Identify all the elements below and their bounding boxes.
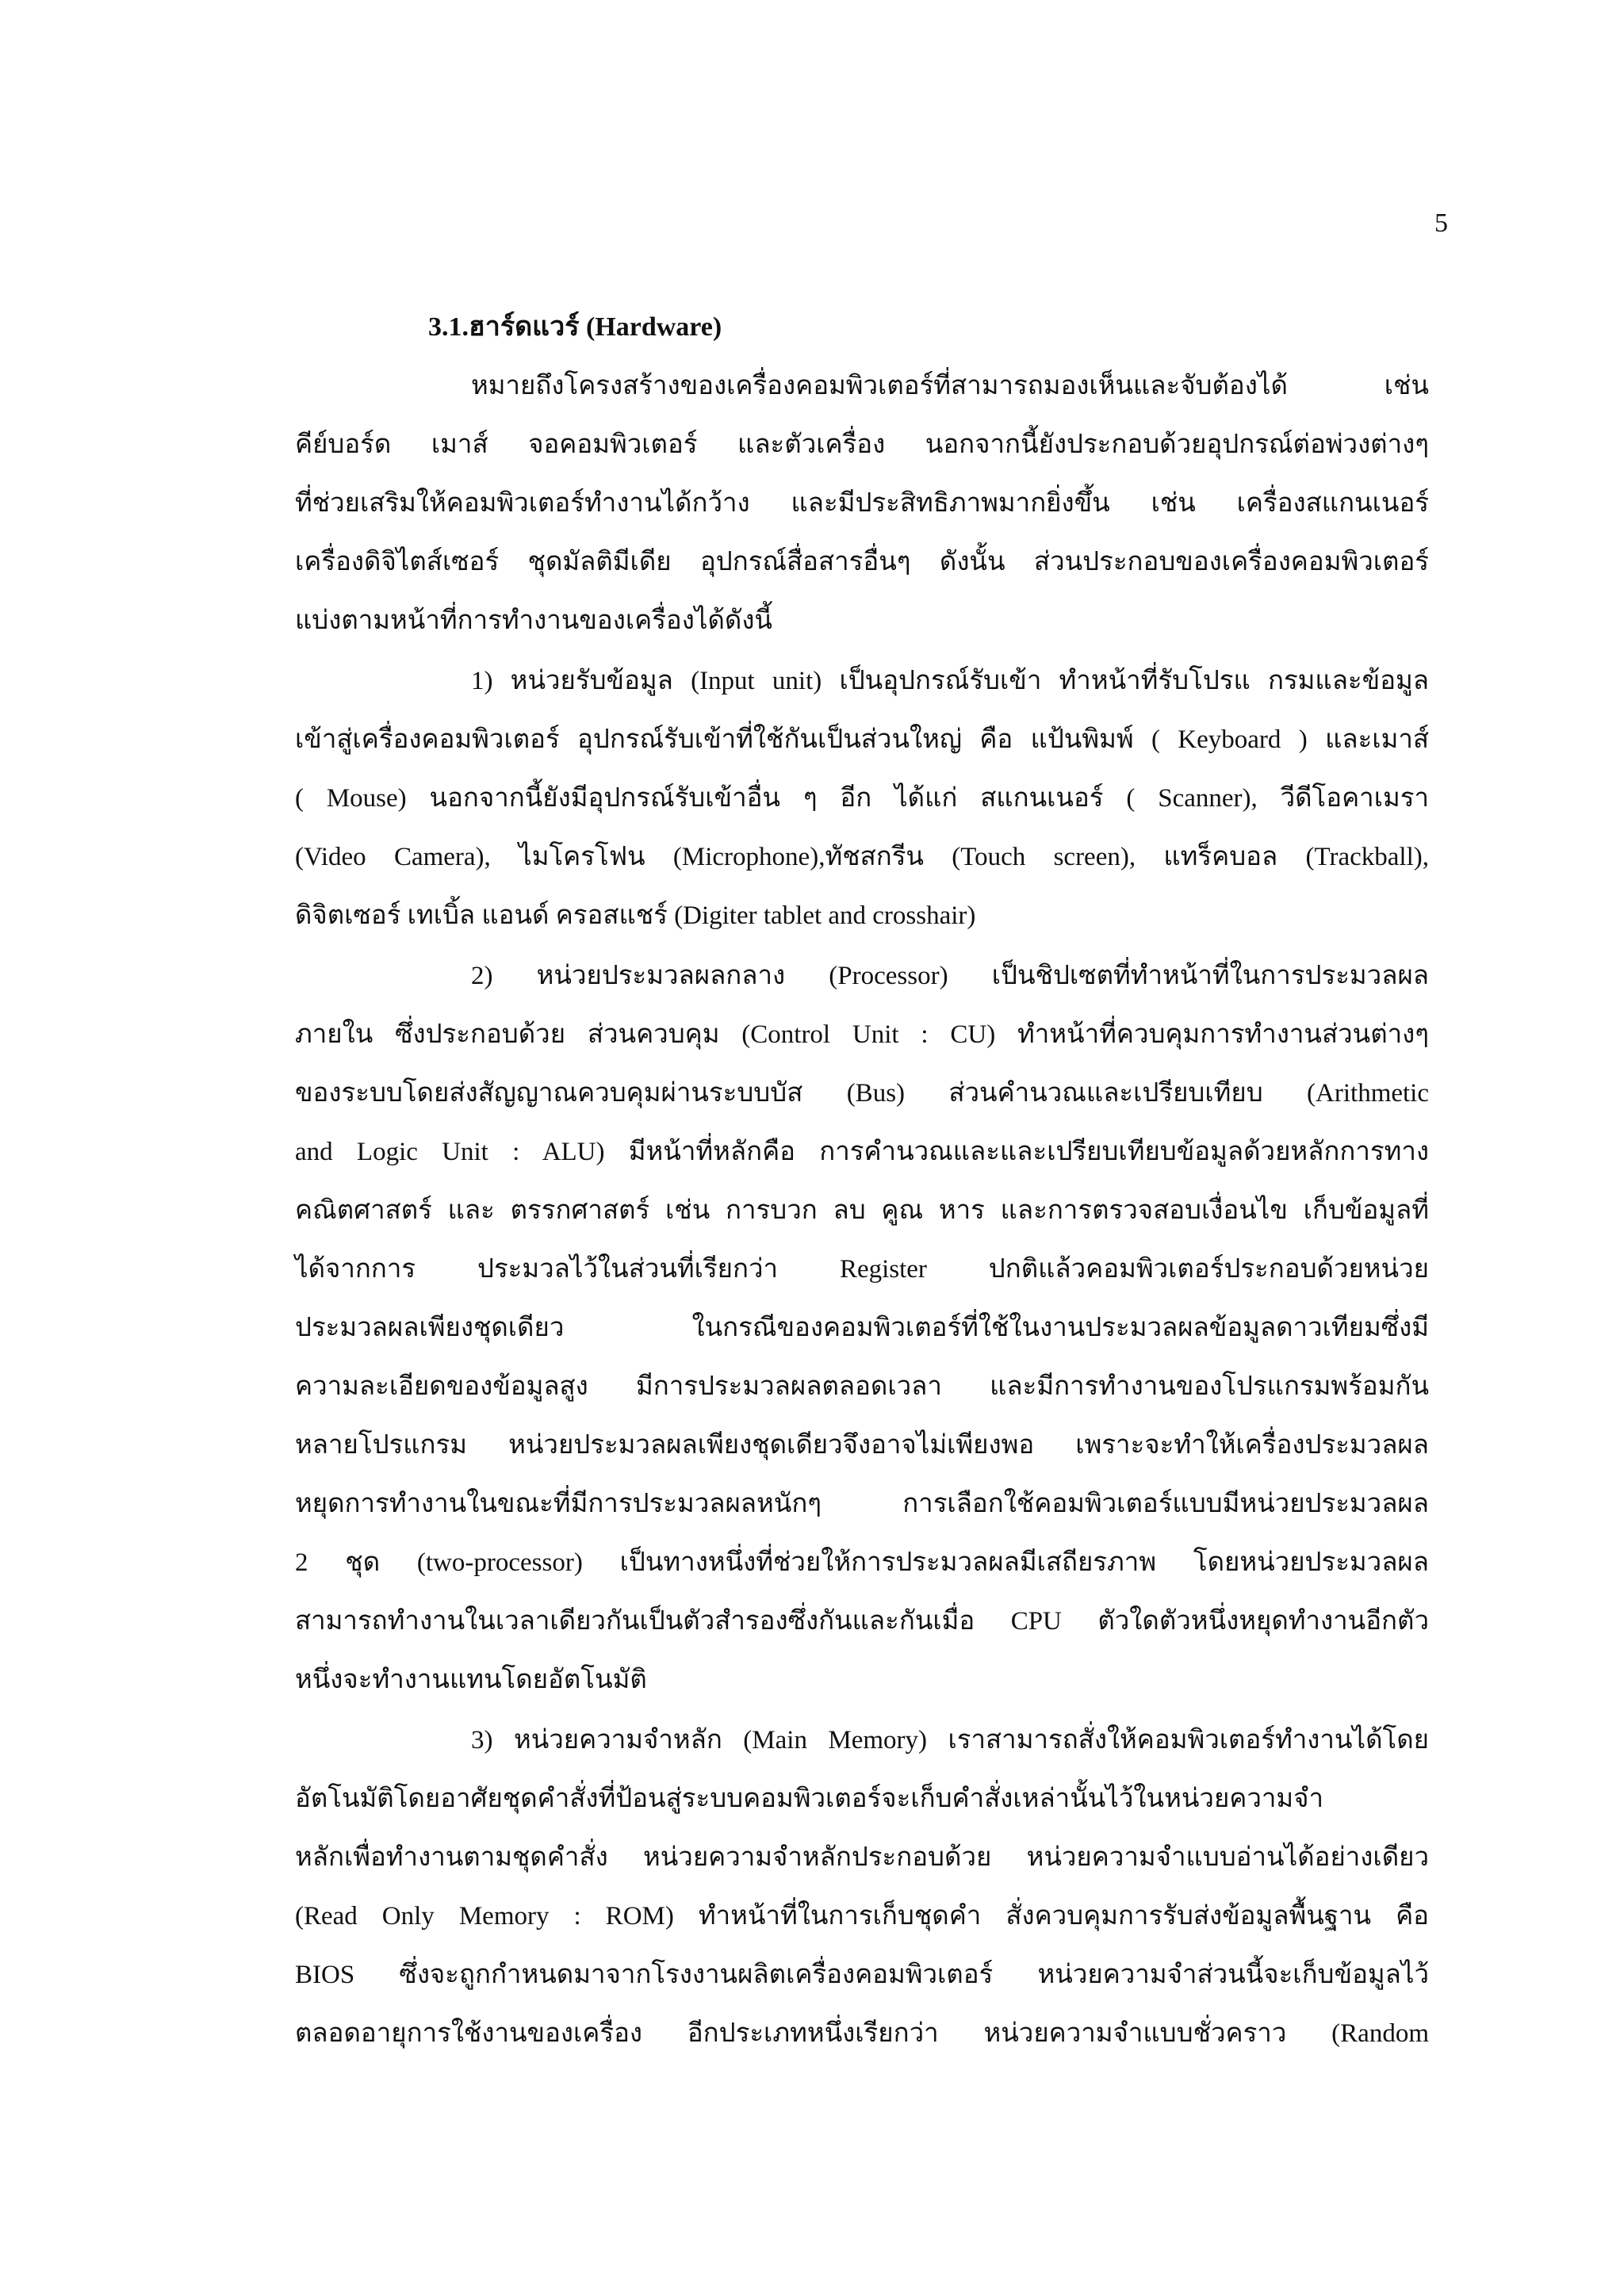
paragraph-line: หมายถึงโครงสร้างของเครื่องคอมพิวเตอร์ที่สามารถมองเห็นและจับต้องได้ เช่น [471, 372, 1429, 400]
paragraph-line: BIOS ซึ่งจะถูกกำหนดมาจากโรงงานผลิตเครื่องคอมพิวเตอร์ หน่วยความจำส่วนนี้จะเก็บข้อมูลไว้ [295, 1961, 1429, 1989]
paragraph-line: (Read Only Memory : ROM) ทำหน้าที่ในการเก็บชุดคำ สั่งควบคุมการรับส่งข้อมูลพื้นฐาน คือ [295, 1902, 1429, 1931]
paragraph-line: คีย์บอร์ด เมาส์ จอคอมพิวเตอร์ และตัวเครื่อง นอกจากนี้ยังประกอบด้วยอุปกรณ์ต่อพ่วงต่างๆ [295, 430, 1429, 459]
list-item-main-memory: 3) หน่วยความจำหลัก (Main Memory) เราสามารถสั่งให้คอมพิวเตอร์ทำงานได้โดย [471, 1726, 1429, 1755]
paragraph-line: หลายโปรแกรม หน่วยประมวลผลเพียงชุดเดียวจึงอาจไม่เพียงพอ เพราะจะทำให้เครื่องประมวลผล [295, 1431, 1429, 1460]
paragraph-line: ที่ช่วยเสริมให้คอมพิวเตอร์ทำงานได้กว้าง และมีประสิทธิภาพมากยิ่งขึ้น เช่น เครื่องสแกนเนอร์ [295, 489, 1429, 518]
paragraph-line: อัตโนมัติโดยอาศัยชุดคำสั่งที่ป้อนสู่ระบบคอมพิวเตอร์จะเก็บคำสั่งเหล่านั้นไว้ในหน่วยความจำ [295, 1785, 1324, 1813]
list-item-processor: 2) หน่วยประมวลผลกลาง (Processor) เป็นชิปเซตที่ทำหน้าที่ในการประมวลผล [471, 962, 1429, 990]
paragraph-line: and Logic Unit : ALU) มีหน้าที่หลักคือ การคำนวณและและเปรียบเทียบข้อมูลด้วยหลักการทาง [295, 1138, 1429, 1166]
paragraph-line: ภายใน ซึ่งประกอบด้วย ส่วนควบคุม (Control Unit : CU) ทำหน้าที่ควบคุมการทำงานส่วนต่างๆ [295, 1020, 1429, 1049]
section-heading: 3.1.ฮาร์ดแวร์ (Hardware) [428, 312, 722, 342]
paragraph-line: เข้าสู่เครื่องคอมพิวเตอร์ อุปกรณ์รับเข้าที่ใช้กันเป็นส่วนใหญ่ คือ แป้นพิมพ์ ( Keyboard ) และเมาส์ [295, 725, 1429, 754]
paragraph-line: ของระบบโดยส่งสัญญาณควบคุมผ่านระบบบัส (Bus) ส่วนคำนวณและเปรียบเทียบ (Arithmetic [295, 1079, 1429, 1108]
paragraph-line: เครื่องดิจิไตส์เซอร์ ชุดมัลติมีเดีย อุปกรณ์สื่อสารอื่นๆ ดังนั้น ส่วนประกอบของเครื่องคอมพิวเตอร์ [295, 548, 1429, 576]
paragraph-line: ได้จากการ ประมวลไว้ในส่วนที่เรียกว่า Register ปกติแล้วคอมพิวเตอร์ประกอบด้วยหน่วย [295, 1255, 1429, 1284]
paragraph-line: ( Mouse) นอกจากนี้ยังมีอุปกรณ์รับเข้าอื่น ๆ อีก ได้แก่ สแกนเนอร์ ( Scanner), วีดีโอคาเมรา [295, 784, 1429, 813]
paragraph-line: คณิตศาสตร์ และ ตรรกศาสตร์ เช่น การบวก ลบ คูณ หาร และการตรวจสอบเงื่อนไข เก็บข้อมูลที่ [295, 1196, 1429, 1225]
paragraph-line: ประมวลผลเพียงชุดเดียว ในกรณีของคอมพิวเตอร์ที่ใช้ในงานประมวลผลข้อมูลดาวเทียมซึ่งมี [295, 1314, 1429, 1342]
paragraph-line: ความละเอียดของข้อมูลสูง มีการประมวลผลตลอดเวลา และมีการทำงานของโปรแกรมพร้อมกัน [295, 1372, 1429, 1401]
page-number: 5 [1434, 209, 1448, 238]
paragraph-line: ดิจิตเซอร์ เทเบิ้ล แอนด์ ครอสแชร์ (Digiter tablet and crosshair) [295, 901, 976, 930]
paragraph-line: 2 ชุด (two-processor) เป็นทางหนึ่งที่ช่วยให้การประมวลผลมีเสถียรภาพ โดยหน่วยประมวลผล [295, 1548, 1429, 1577]
paragraph-line: หยุดการทำงานในขณะที่มีการประมวลผลหนักๆ การเลือกใช้คอมพิวเตอร์แบบมีหน่วยประมวลผล [295, 1490, 1429, 1518]
paragraph-line: แบ่งตามหน้าที่การทำงานของเครื่องได้ดังนี้ [295, 607, 772, 635]
paragraph-line: (Video Camera), ไมโครโฟน (Microphone),ทัชสกรีน (Touch screen), แทร็คบอล (Trackball), [295, 843, 1429, 871]
list-item-input-unit: 1) หน่วยรับข้อมูล (Input unit) เป็นอุปกรณ์รับเข้า ทำหน้าที่รับโปรแ กรมและข้อมูล [471, 667, 1429, 695]
paragraph-line: หนึ่งจะทำงานแทนโดยอัตโนมัติ [295, 1666, 647, 1694]
paragraph-line: ตลอดอายุการใช้งานของเครื่อง อีกประเภทหนึ่งเรียกว่า หน่วยความจำแบบชั่วคราว (Random [295, 2019, 1429, 2048]
paragraph-line: สามารถทำงานในเวลาเดียวกันเป็นตัวสำรองซึ่งกันและกันเมื่อ CPU ตัวใดตัวหนึ่งหยุดทำงานอีกตัว [295, 1607, 1429, 1636]
paragraph-line: หลักเพื่อทำงานตามชุดคำสั่ง หน่วยความจำหลักประกอบด้วย หน่วยความจำแบบอ่านได้อย่างเดียว [295, 1843, 1429, 1872]
